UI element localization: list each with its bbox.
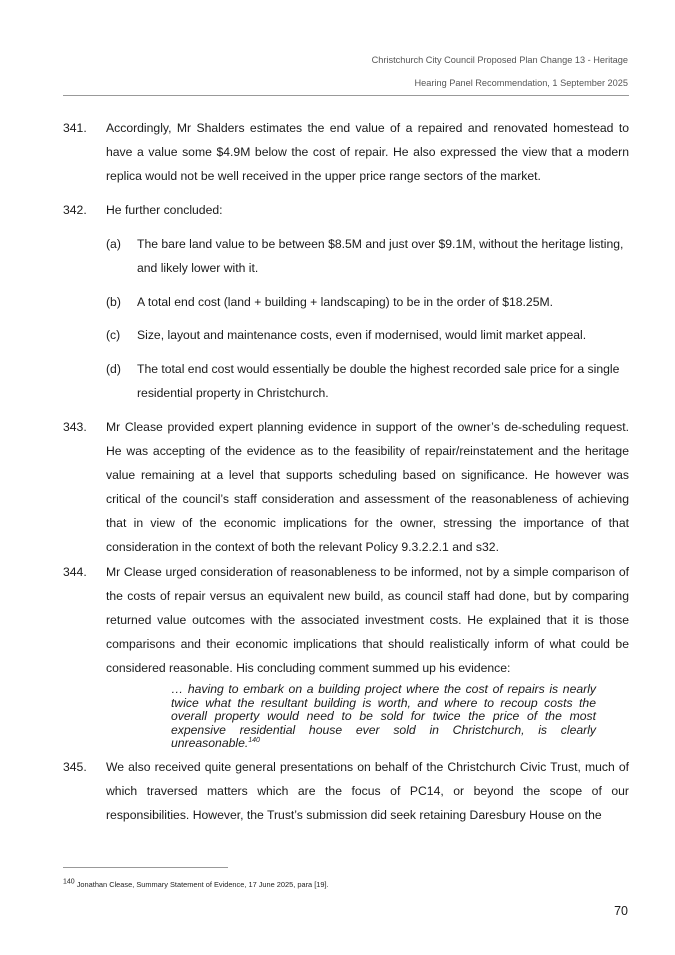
list-item-text: Size, layout and maintenance costs, even if modernised, would limit market appeal. [137,328,587,342]
paragraph-342 [63,198,629,222]
quote-text: … having to embark on a building project where the cost of repairs is nearly twice what the resultant building is worth, and where to recoup costs the overall property would need to be sold for twice the price of the most expensive residential house ever sold in Christchurch, is clearly unreasonable. [171,682,596,751]
footnote-reference[interactable]: 140 [248,737,260,745]
paragraph-number: 342. [63,203,87,217]
list-item-label: (b) [106,295,121,309]
page-number: 70 [614,904,628,918]
list-item-text: The total end cost would essentially be double the highest recorded sale price for a single residential property in Christchurch. [137,362,620,400]
list-item-a [106,232,629,280]
running-header-subtitle: Hearing Panel Recommendation, 1 September 2025 [414,78,628,88]
paragraph-341 [63,116,629,188]
list-item-label: (d) [106,362,121,376]
paragraph-text: He further concluded: [106,203,223,217]
header-divider [63,95,629,96]
paragraph-345 [63,755,629,827]
list-item-c [106,323,629,347]
paragraph-number: 344. [63,565,87,579]
footnote-number: 140 [63,878,75,886]
paragraph-text: Mr Clease urged consideration of reasonableness to be informed, not by a simple comparison of the costs of repair versus an equivalent new build, as council staff had done, but by comparing returned value outcomes with the associated investment costs. He explained that it is those comparisons and their economic implications that should realistically inform of what could be considered reasonable. His concluding comment summed up his evidence: [106,565,629,675]
paragraph-text: Mr Clease provided expert planning evidence in support of the owner’s de-scheduling request. He was accepting of the evidence as to the feasibility of repair/reinstatement and the heritage value remaining at a level that supports scheduling based on significance. He however was critical of the council’s staff consideration and assessment of the reasonableness of achieving that in view of the economic implications for the owner, stressing the importance of that consideration in the context of both the relevant Policy 9.3.2.2.1 and s32. [106,420,629,554]
footnote-divider [63,867,228,868]
paragraph-number: 341. [63,121,87,135]
footnote-text: Jonathan Clease, Summary Statement of Evidence, 17 June 2025, para [19]. [74,880,329,889]
paragraph-343 [63,415,629,559]
list-item-text: A total end cost (land + building + landscaping) to be in the order of $18.25M. [137,295,554,309]
paragraph-number: 343. [63,420,87,434]
list-item-b [106,290,629,314]
paragraph-344 [63,560,629,680]
paragraph-text: Accordingly, Mr Shalders estimates the end value of a repaired and renovated homestead to have a value some $4.9M below the cost of repair. He also expressed the view that a modern replica would not be well received in the upper price range sectors of the market. [106,121,629,183]
footnote [63,880,329,889]
list-item-text: The bare land value to be between $8.5M and just over $9.1M, without the heritage listing, and likely lower with it. [137,237,624,275]
list-item-d [106,357,629,405]
list-item-label: (c) [106,328,121,342]
paragraph-text: We also received quite general presentations on behalf of the Christchurch Civic Trust, much of which traversed matters which are the focus of PC14, or beyond the scope of our responsibilities. However, the Trust’s submission did seek retaining Daresbury House on the [106,760,629,822]
block-quote [171,683,596,751]
running-header-title: Christchurch City Council Proposed Plan Change 13 - Heritage [371,55,628,65]
paragraph-number: 345. [63,760,87,774]
list-item-label: (a) [106,237,121,251]
